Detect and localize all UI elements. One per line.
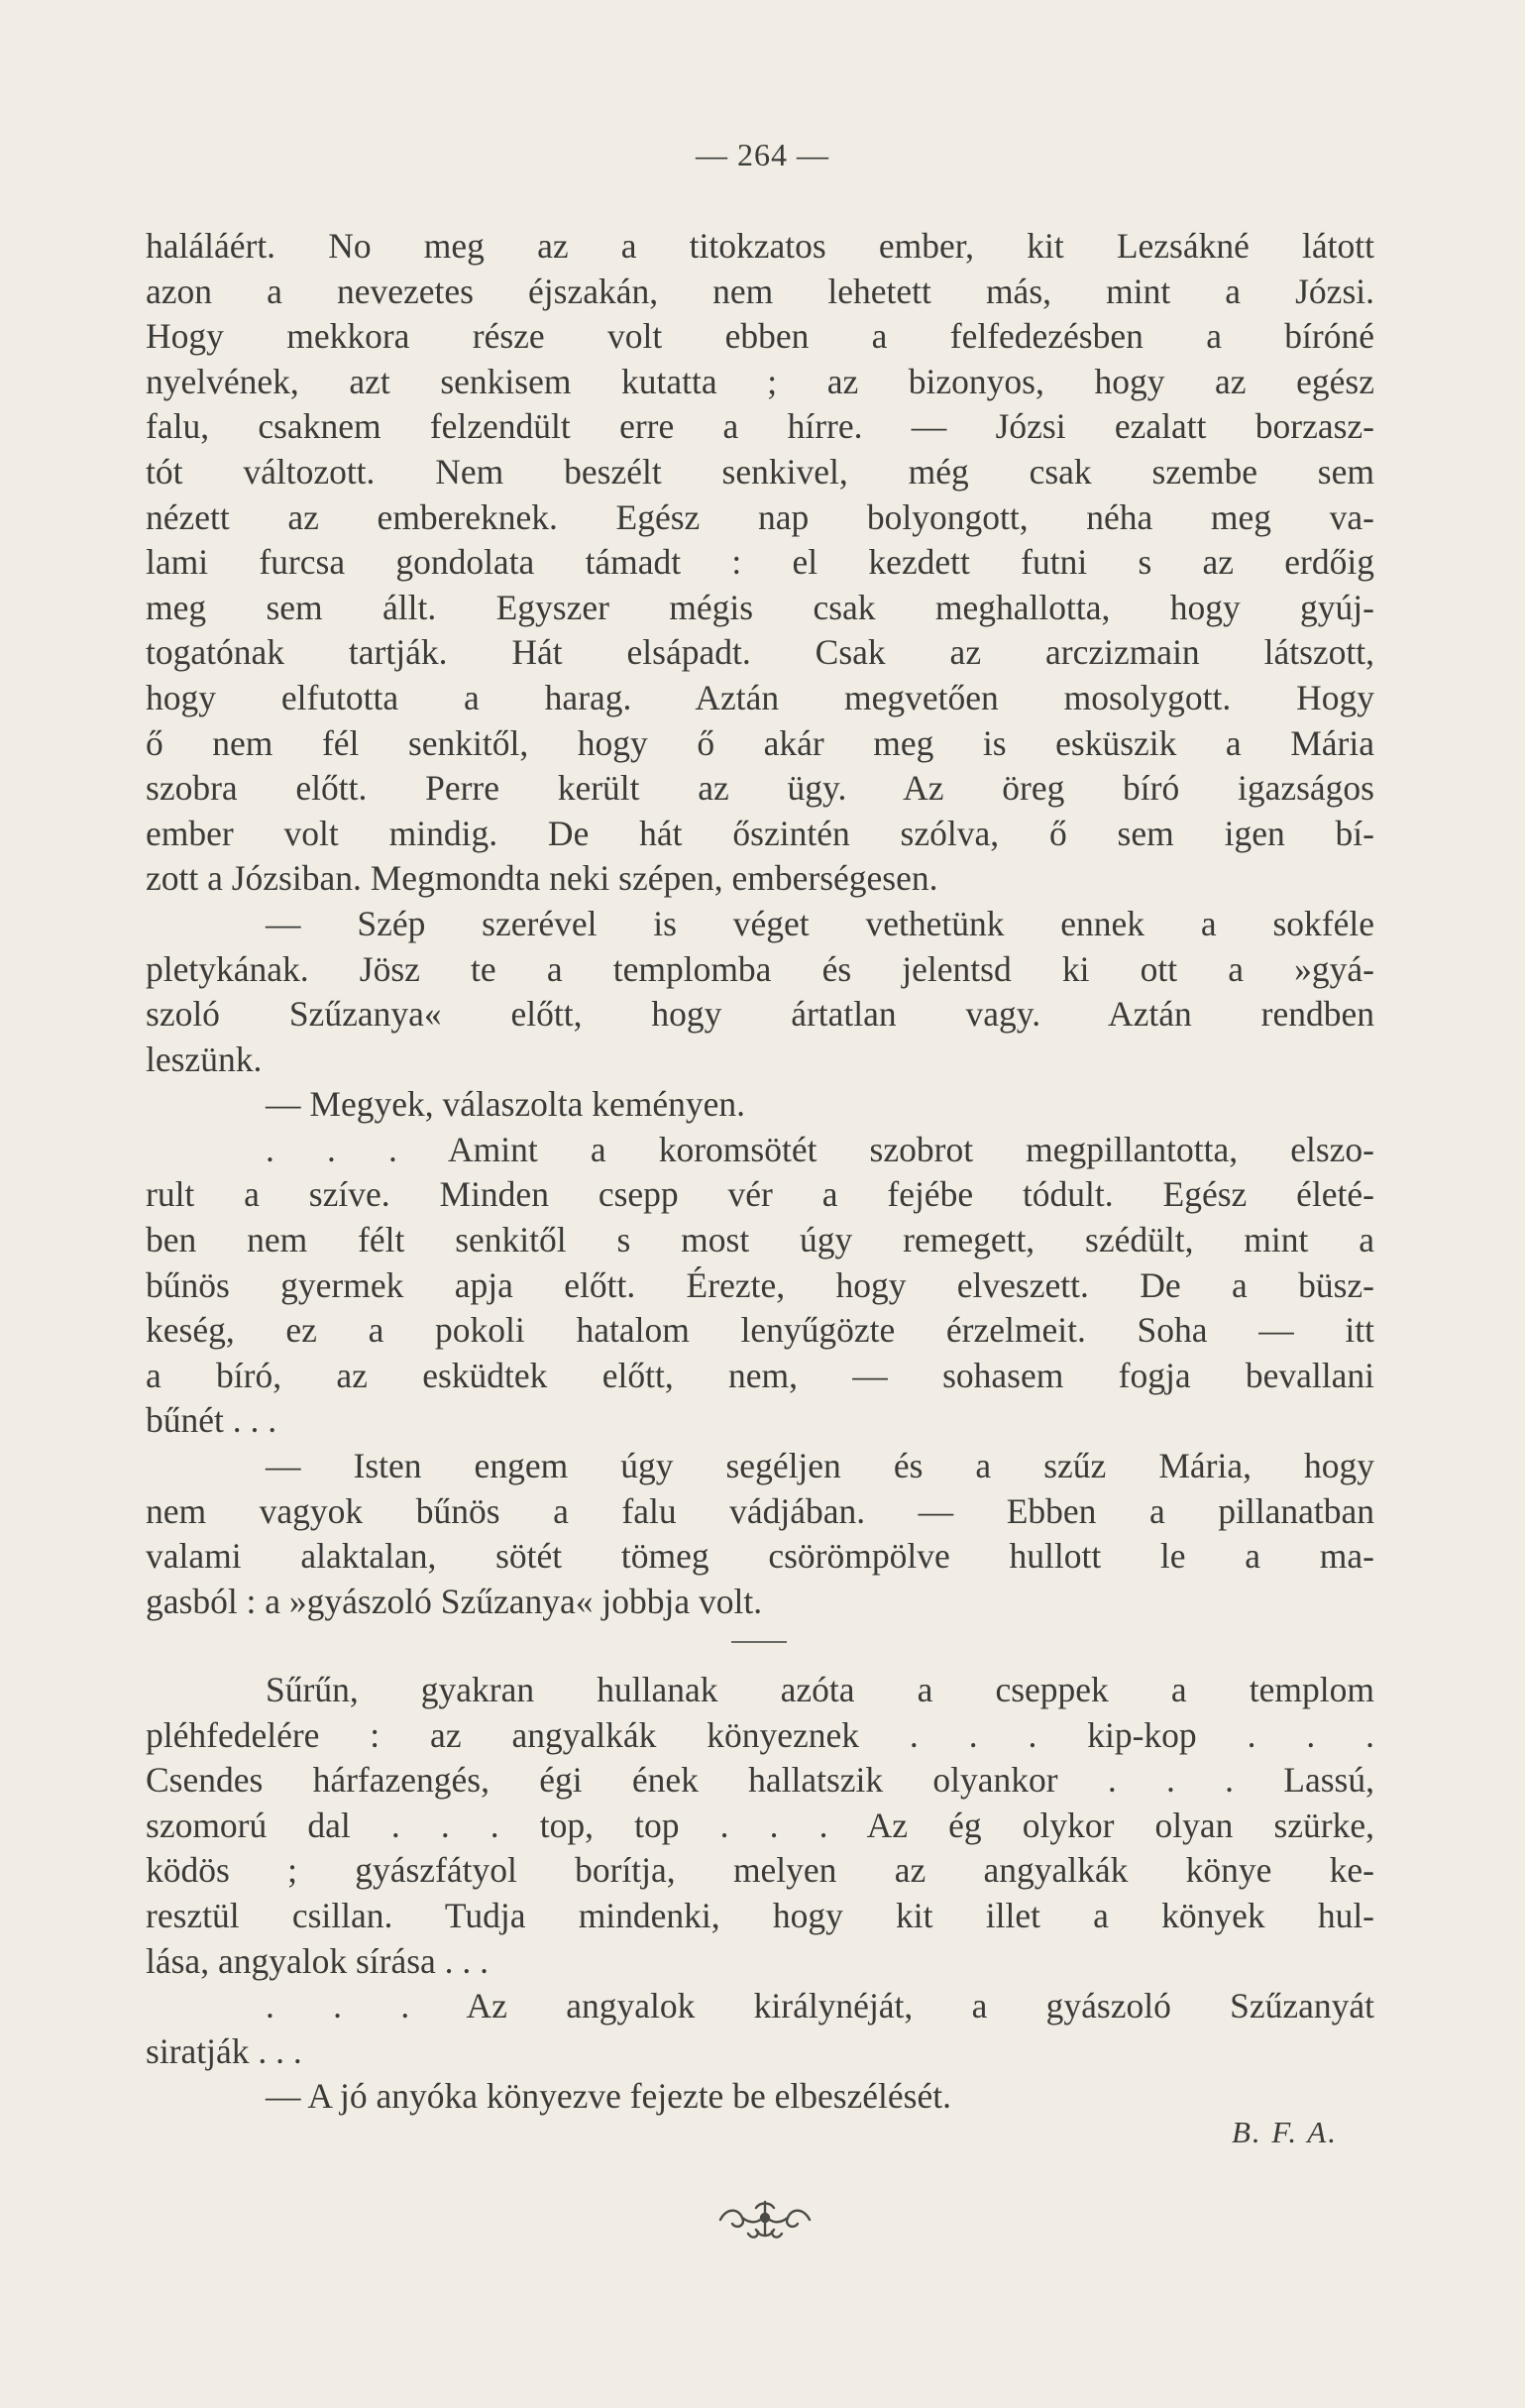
text-line: nem vagyok bűnös a falu vádjában. — Ebben a pillanatban [146,1490,1374,1531]
text-line: Csendes hárfazengés, égi ének hallatszik olyankor . . . Lassú, [146,1760,1374,1801]
text-line: Sűrűn, gyakran hullanak azóta a cseppek a templom [266,1670,1374,1709]
ornament-icon [712,2194,817,2244]
text-line: pléhfedelére : az angyalkák könyeznek . . . kip-kop . . . [146,1714,1374,1755]
text-line: hogy elfutotta a harag. Aztán megvetően mosolygott. Hogy [146,677,1374,717]
text-line: siratják . . . [146,2030,302,2071]
text-line: ő nem fél senkitől, hogy ő akár meg is esküszik a Mária [146,722,1374,763]
text-line: leszünk. [146,1039,263,1079]
author-signature: B. F. A. [1231,2115,1338,2149]
text-line: rult a szíve. Minden csepp vér a fejébe tódult. Egész életé- [146,1174,1374,1215]
text-line: Hogy mekkora része volt ebben a felfedezésben a bíróné [146,316,1374,357]
text-line: . . . Az angyalok királynéját, a gyászoló Szűzanyát [266,1986,1374,2026]
text-line: szomorú dal . . . top, top . . . Az ég olykor olyan szürke, [146,1805,1374,1845]
text-line: zott a Józsiban. Megmondta neki szépen, emberségesen. [146,858,938,899]
text-line: meg sem állt. Egyszer mégis csak meghallotta, hogy gyúj- [146,587,1374,627]
text-line: ben nem félt senkitől s most úgy remegett, szédült, mint a [146,1220,1374,1260]
text-line: a bíró, az esküdtek előtt, nem, — sohasem fogja bevallani [146,1355,1374,1395]
text-line: szobra előtt. Perre került az ügy. Az öreg bíró igazságos [146,768,1374,809]
text-line: nézett az embereknek. Egész nap bolyongott, néha meg va- [146,496,1374,537]
text-line: ember volt mindig. De hát őszintén szólva, ő sem igen bí- [146,813,1374,853]
text-line: bűnét . . . [146,1400,277,1441]
text-line: nyelvének, azt senkisem kutatta ; az bizonyos, hogy az egész [146,361,1374,401]
text-line: ködös ; gyászfátyol borítja, melyen az angyalkák könye ke- [146,1850,1374,1891]
text-line: bűnös gyermek apja előtt. Érezte, hogy elveszett. De a büsz- [146,1264,1374,1305]
text-line: tót változott. Nem beszélt senkivel, még csak szembe sem [146,451,1374,492]
text-line: lami furcsa gondolata támadt : el kezdett futni s az erdőig [146,542,1374,583]
text-line: falu, csaknem felzendült erre a hírre. — Józsi ezalatt borzasz- [146,406,1374,447]
text-line: haláláért. No meg az a titokzatos ember, kit Lezsákné látott [146,226,1374,266]
text-line: — Isten engem úgy segéljen és a szűz Mária, hogy [266,1446,1374,1486]
text-line: lása, angyalok sírása . . . [146,1940,490,1981]
text-line: szoló Szűzanya« előtt, hogy ártatlan vagy. Aztán rendben [146,994,1374,1035]
text-line: azon a nevezetes éjszakán, nem lehetett más, mint a Józsi. [146,271,1374,311]
text-line: — A jó anyóka könyezve fejezte be elbeszélését. [266,2076,951,2117]
text-line: — Megyek, válaszolta keményen. [266,1084,746,1125]
text-line: togatónak tartják. Hát elsápadt. Csak az arczizmain látszott, [146,632,1374,673]
text-line: valami alaktalan, sötét tömeg csörömpölve hullott le a ma- [146,1536,1374,1577]
text-line: pletykának. Jösz te a templomba és jelentsd ki ott a »gyá- [146,948,1374,989]
text-line: keség, ez a pokoli hatalom lenyűgözte érzelmeit. Soha — itt [146,1310,1374,1351]
main-text-block [146,224,1374,1624]
page-number-header: — 264 — [696,137,829,172]
text-line: . . . Amint a koromsötét szobrot megpillantotta, elszo- [266,1129,1374,1169]
text-line: — Szép szerével is véget vethetünk ennek a sokféle [266,903,1374,943]
closing-text-block [146,1668,1374,2120]
section-divider [731,1641,787,1643]
text-line: resztül csillan. Tudja mindenki, hogy kit illet a könyek hul- [146,1895,1374,1935]
text-line: gasból : a »gyászoló Szűzanya« jobbja volt. [146,1581,763,1621]
